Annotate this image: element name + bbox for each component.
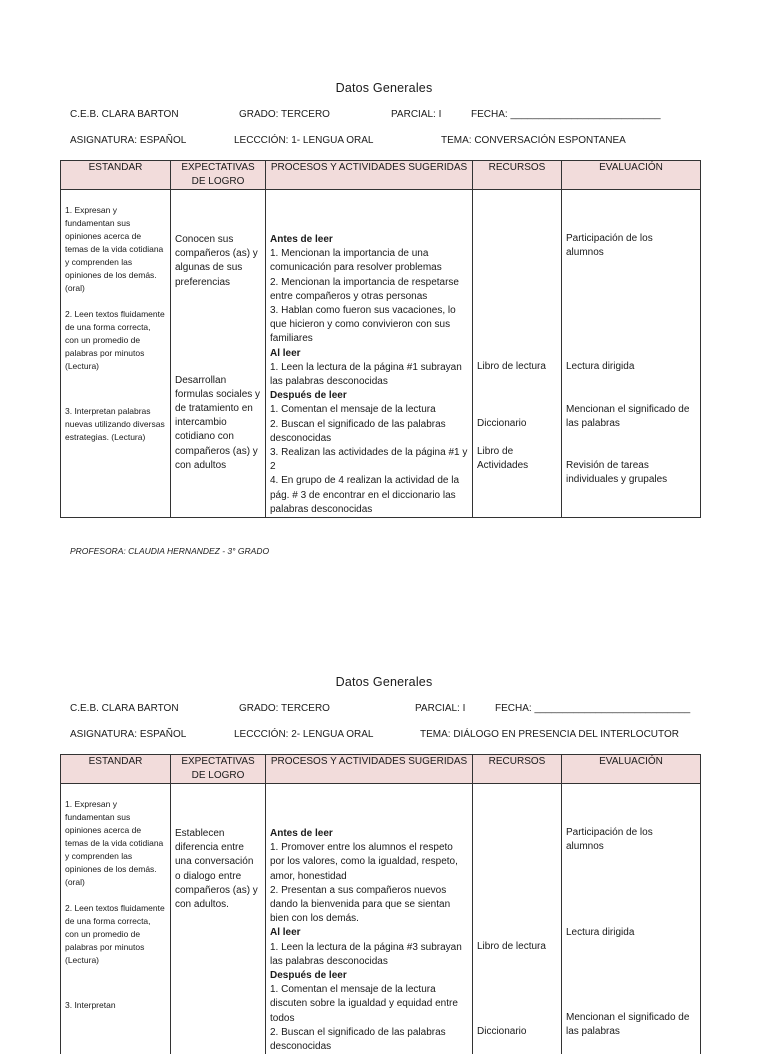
table-body-row bbox=[61, 784, 701, 1054]
standard-item: 2. Leen textos fluidamente de una forma correcta, con un promedio de palabras por minutos (Lectura) bbox=[65, 902, 166, 967]
after-heading: Después de leer bbox=[270, 389, 468, 403]
activities-cell bbox=[266, 784, 473, 1054]
activity-item: 1. Comentan el mensaje de la lectura bbox=[270, 403, 468, 417]
activity-item: 1. Promover entre los alumnos el respeto por los valores, como la igualdad, respeto, amor, honestidad bbox=[270, 841, 468, 884]
activity-item: 1. Leen la lectura de la página #3 subrayan las palabras desconocidas bbox=[270, 941, 468, 969]
activity-item: 2. Mencionan la importancia de respetarse entre compañeros y otras personas bbox=[270, 276, 468, 304]
standard-item: 2. Leen textos fluidamente de una forma correcta, con un promedio de palabras por minutos (Lectura) bbox=[65, 308, 166, 373]
expectations-cell bbox=[171, 190, 266, 518]
section2-title: Datos Generales bbox=[0, 675, 768, 689]
evaluation-item: Mencionan el significado de las palabras bbox=[566, 403, 696, 431]
teacher-line: PROFESORA: CLAUDIA HERNANDEZ - 3° GRADO bbox=[70, 546, 269, 556]
header-estandar: ESTANDAR bbox=[61, 755, 171, 784]
activity-item: 2. Presentan a sus compañeros nuevos dando la bienvenida para que se sientan bien con los demás. bbox=[270, 884, 468, 927]
activity-item: 3. Hablan como fueron sus vacaciones, lo que hicieron y como convivieron con sus familiares bbox=[270, 304, 468, 347]
activity-item: 3. Realizan las actividades de la página #1 y 2 bbox=[270, 446, 468, 474]
activity-item: 1. Leen la lectura de la página #1 subrayan las palabras desconocidas bbox=[270, 361, 468, 389]
evaluation-item: Lectura dirigida bbox=[566, 926, 634, 940]
standards-cell bbox=[61, 190, 171, 518]
theme: TEMA: CONVERSACIÓN ESPONTANEA bbox=[441, 135, 626, 146]
expectation-item: Conocen sus compañeros (as) y algunas de sus preferencias bbox=[175, 233, 261, 290]
header-estandar: ESTANDAR bbox=[61, 161, 171, 190]
evaluation-item: Revisión de tareas individuales y grupales bbox=[566, 459, 696, 487]
resource-item: Libro de lectura bbox=[477, 360, 546, 374]
activity-item: 2. Buscan el significado de las palabras desconocidas bbox=[270, 1026, 468, 1054]
expectation-item: Establecen diferencia entre una conversación o dialogo entre compañeros (as) y con adultos. bbox=[175, 827, 261, 912]
activity-item: 1. Mencionan la importancia de una comunicación para resolver problemas bbox=[270, 247, 468, 275]
table-body-row bbox=[61, 190, 701, 518]
school-name: C.E.B. CLARA BARTON bbox=[70, 109, 179, 120]
evaluation-item: Participación de los alumnos bbox=[566, 232, 691, 260]
partial: PARCIAL: I bbox=[391, 109, 441, 120]
during-heading: Al leer bbox=[270, 926, 468, 940]
table-header-row bbox=[61, 755, 701, 784]
after-heading: Después de leer bbox=[270, 969, 468, 983]
header-expectativas: EXPECTATIVAS DE LOGRO bbox=[171, 161, 266, 190]
resources-cell bbox=[473, 190, 562, 518]
header-recursos: RECURSOS bbox=[473, 161, 562, 190]
evaluation-item: Mencionan el significado de las palabras bbox=[566, 1011, 696, 1039]
lesson-plan-table-1 bbox=[60, 160, 701, 518]
lesson: LECCCIÓN: 2- LENGUA ORAL bbox=[234, 729, 373, 740]
evaluation-cell bbox=[562, 784, 701, 1054]
before-heading: Antes de leer bbox=[270, 827, 468, 841]
section1-title: Datos Generales bbox=[0, 81, 768, 95]
activity-item: 4. En grupo de 4 realizan la actividad de la pág. # 3 de encontrar en el diccionario las palabras desconocidas bbox=[270, 474, 468, 517]
resource-item: Diccionario bbox=[477, 1025, 526, 1039]
header-procesos: PROCESOS Y ACTIVIDADES SUGERIDAS bbox=[266, 755, 473, 784]
table-header-row bbox=[61, 161, 701, 190]
activity-item: 1. Comentan el mensaje de la lectura discuten sobre la igualdad y equidad entre todos bbox=[270, 983, 468, 1026]
resource-item: Diccionario bbox=[477, 417, 526, 431]
during-heading: Al leer bbox=[270, 347, 468, 361]
evaluation-cell bbox=[562, 190, 701, 518]
partial: PARCIAL: I bbox=[415, 703, 465, 714]
expectations-cell bbox=[171, 784, 266, 1054]
resource-item: Libro de Actividades bbox=[477, 445, 552, 473]
activity-item: 2. Buscan el significado de las palabras desconocidas bbox=[270, 418, 468, 446]
standard-item: 3. Interpretan palabras nuevas utilizando diversas estrategias. (Lectura) bbox=[65, 405, 166, 444]
header-expectativas: EXPECTATIVAS DE LOGRO bbox=[171, 755, 266, 784]
lesson: LECCCIÓN: 1- LENGUA ORAL bbox=[234, 135, 373, 146]
grade: GRADO: TERCERO bbox=[239, 703, 330, 714]
before-heading: Antes de leer bbox=[270, 233, 468, 247]
header-recursos: RECURSOS bbox=[473, 755, 562, 784]
subject: ASIGNATURA: ESPAÑOL bbox=[70, 729, 186, 740]
subject: ASIGNATURA: ESPAÑOL bbox=[70, 135, 186, 146]
date-field: FECHA: ___________________________ bbox=[471, 109, 661, 120]
header-procesos: PROCESOS Y ACTIVIDADES SUGERIDAS bbox=[266, 161, 473, 190]
date-field: FECHA: ____________________________ bbox=[495, 703, 690, 714]
lesson-plan-table-2 bbox=[60, 754, 701, 1054]
header-evaluacion: EVALUACIÓN bbox=[562, 755, 701, 784]
standard-item: 1. Expresan y fundamentan sus opiniones acerca de temas de la vida cotidiana y comprenden las opiniones de los demás.(oral) bbox=[65, 798, 166, 889]
evaluation-item: Lectura dirigida bbox=[566, 360, 634, 374]
grade: GRADO: TERCERO bbox=[239, 109, 330, 120]
activities-cell bbox=[266, 190, 473, 518]
standard-item: 3. Interpretan bbox=[65, 999, 166, 1012]
theme: TEMA: DIÁLOGO EN PRESENCIA DEL INTERLOCUTOR bbox=[420, 729, 679, 740]
expectation-item: Desarrollan formulas sociales y de tratamiento en intercambio cotidiano con compañeros (as) y con adultos bbox=[175, 374, 263, 473]
evaluation-item: Participación de los alumnos bbox=[566, 826, 691, 854]
header-evaluacion: EVALUACIÓN bbox=[562, 161, 701, 190]
school-name: C.E.B. CLARA BARTON bbox=[70, 703, 179, 714]
standards-cell bbox=[61, 784, 171, 1054]
standard-item: 1. Expresan y fundamentan sus opiniones acerca de temas de la vida cotidiana y comprenden las opiniones de los demás.(oral) bbox=[65, 204, 166, 295]
resource-item: Libro de lectura bbox=[477, 940, 546, 954]
resources-cell bbox=[473, 784, 562, 1054]
